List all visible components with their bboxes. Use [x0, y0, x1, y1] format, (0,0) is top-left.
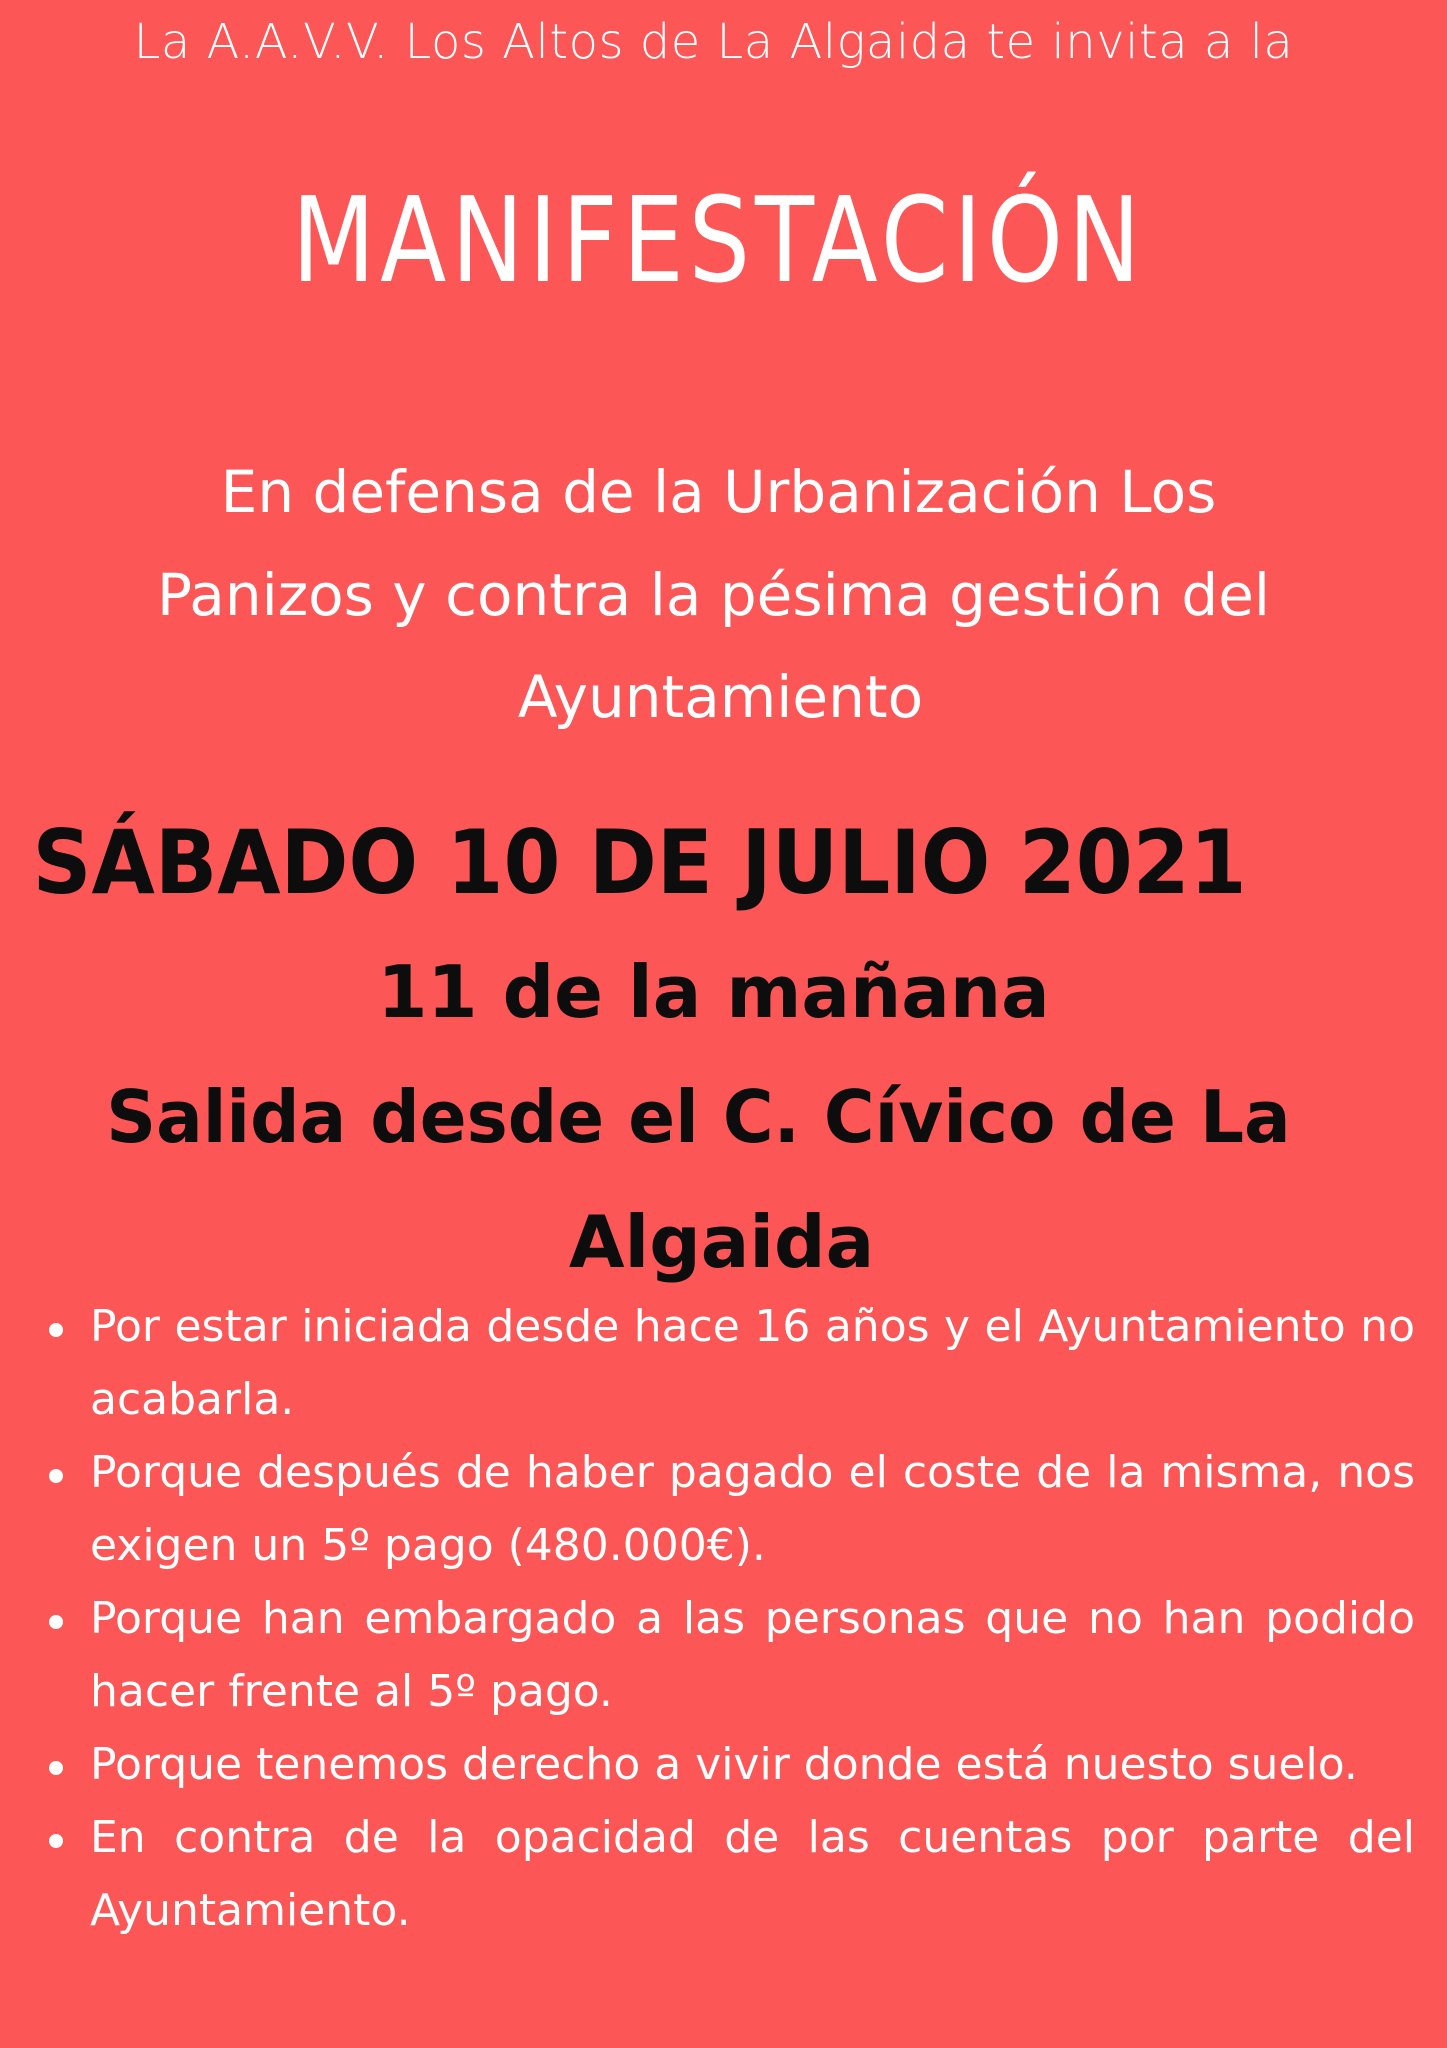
bullet-dot-icon — [49, 1761, 63, 1775]
list-item — [45, 1290, 1415, 1436]
purpose-line-2: Panizos y contra la pésima gestión del — [156, 561, 1271, 629]
bullet-dot-icon — [49, 1323, 63, 1337]
reason-text: Por estar iniciada desde hace 16 años y el Ayuntamiento no acabarla. — [90, 1301, 1415, 1425]
reason-text: Porque después de haber pagado el coste de la misma, nos exigen un 5º pago (480.000€). — [90, 1447, 1415, 1571]
event-time: 11 de la mañana — [377, 950, 1050, 1034]
reasons-list — [45, 1290, 1415, 1947]
reason-text: En contra de la opacidad de las cuentas por parte del Ayuntamiento. — [90, 1812, 1415, 1936]
list-item — [45, 1436, 1415, 1582]
bullet-dot-icon — [49, 1615, 63, 1629]
reason-text: Porque tenemos derecho a vivir donde está nuesto suelo. — [90, 1739, 1358, 1790]
event-place-line-2: Algaida — [568, 1200, 875, 1284]
list-item — [45, 1582, 1415, 1728]
poster-title: MANIFESTACIÓN — [291, 171, 1146, 309]
purpose-line-3: Ayuntamiento — [517, 663, 924, 731]
reason-text: Porque han embargado a las personas que no han podido hacer frente al 5º pago. — [90, 1593, 1415, 1717]
event-date: SÁBADO 10 DE JULIO 2021 — [32, 811, 1247, 914]
organizer-invitation: La A.A.V.V. Los Altos de La Algaida te invita a la — [133, 14, 1294, 70]
purpose-line-1: En defensa de la Urbanización Los — [220, 458, 1217, 526]
list-item — [45, 1728, 1415, 1801]
bullet-dot-icon — [49, 1834, 63, 1848]
bullet-dot-icon — [49, 1469, 63, 1483]
list-item — [45, 1801, 1415, 1947]
event-place-line-1: Salida desde el C. Cívico de La — [106, 1075, 1291, 1159]
